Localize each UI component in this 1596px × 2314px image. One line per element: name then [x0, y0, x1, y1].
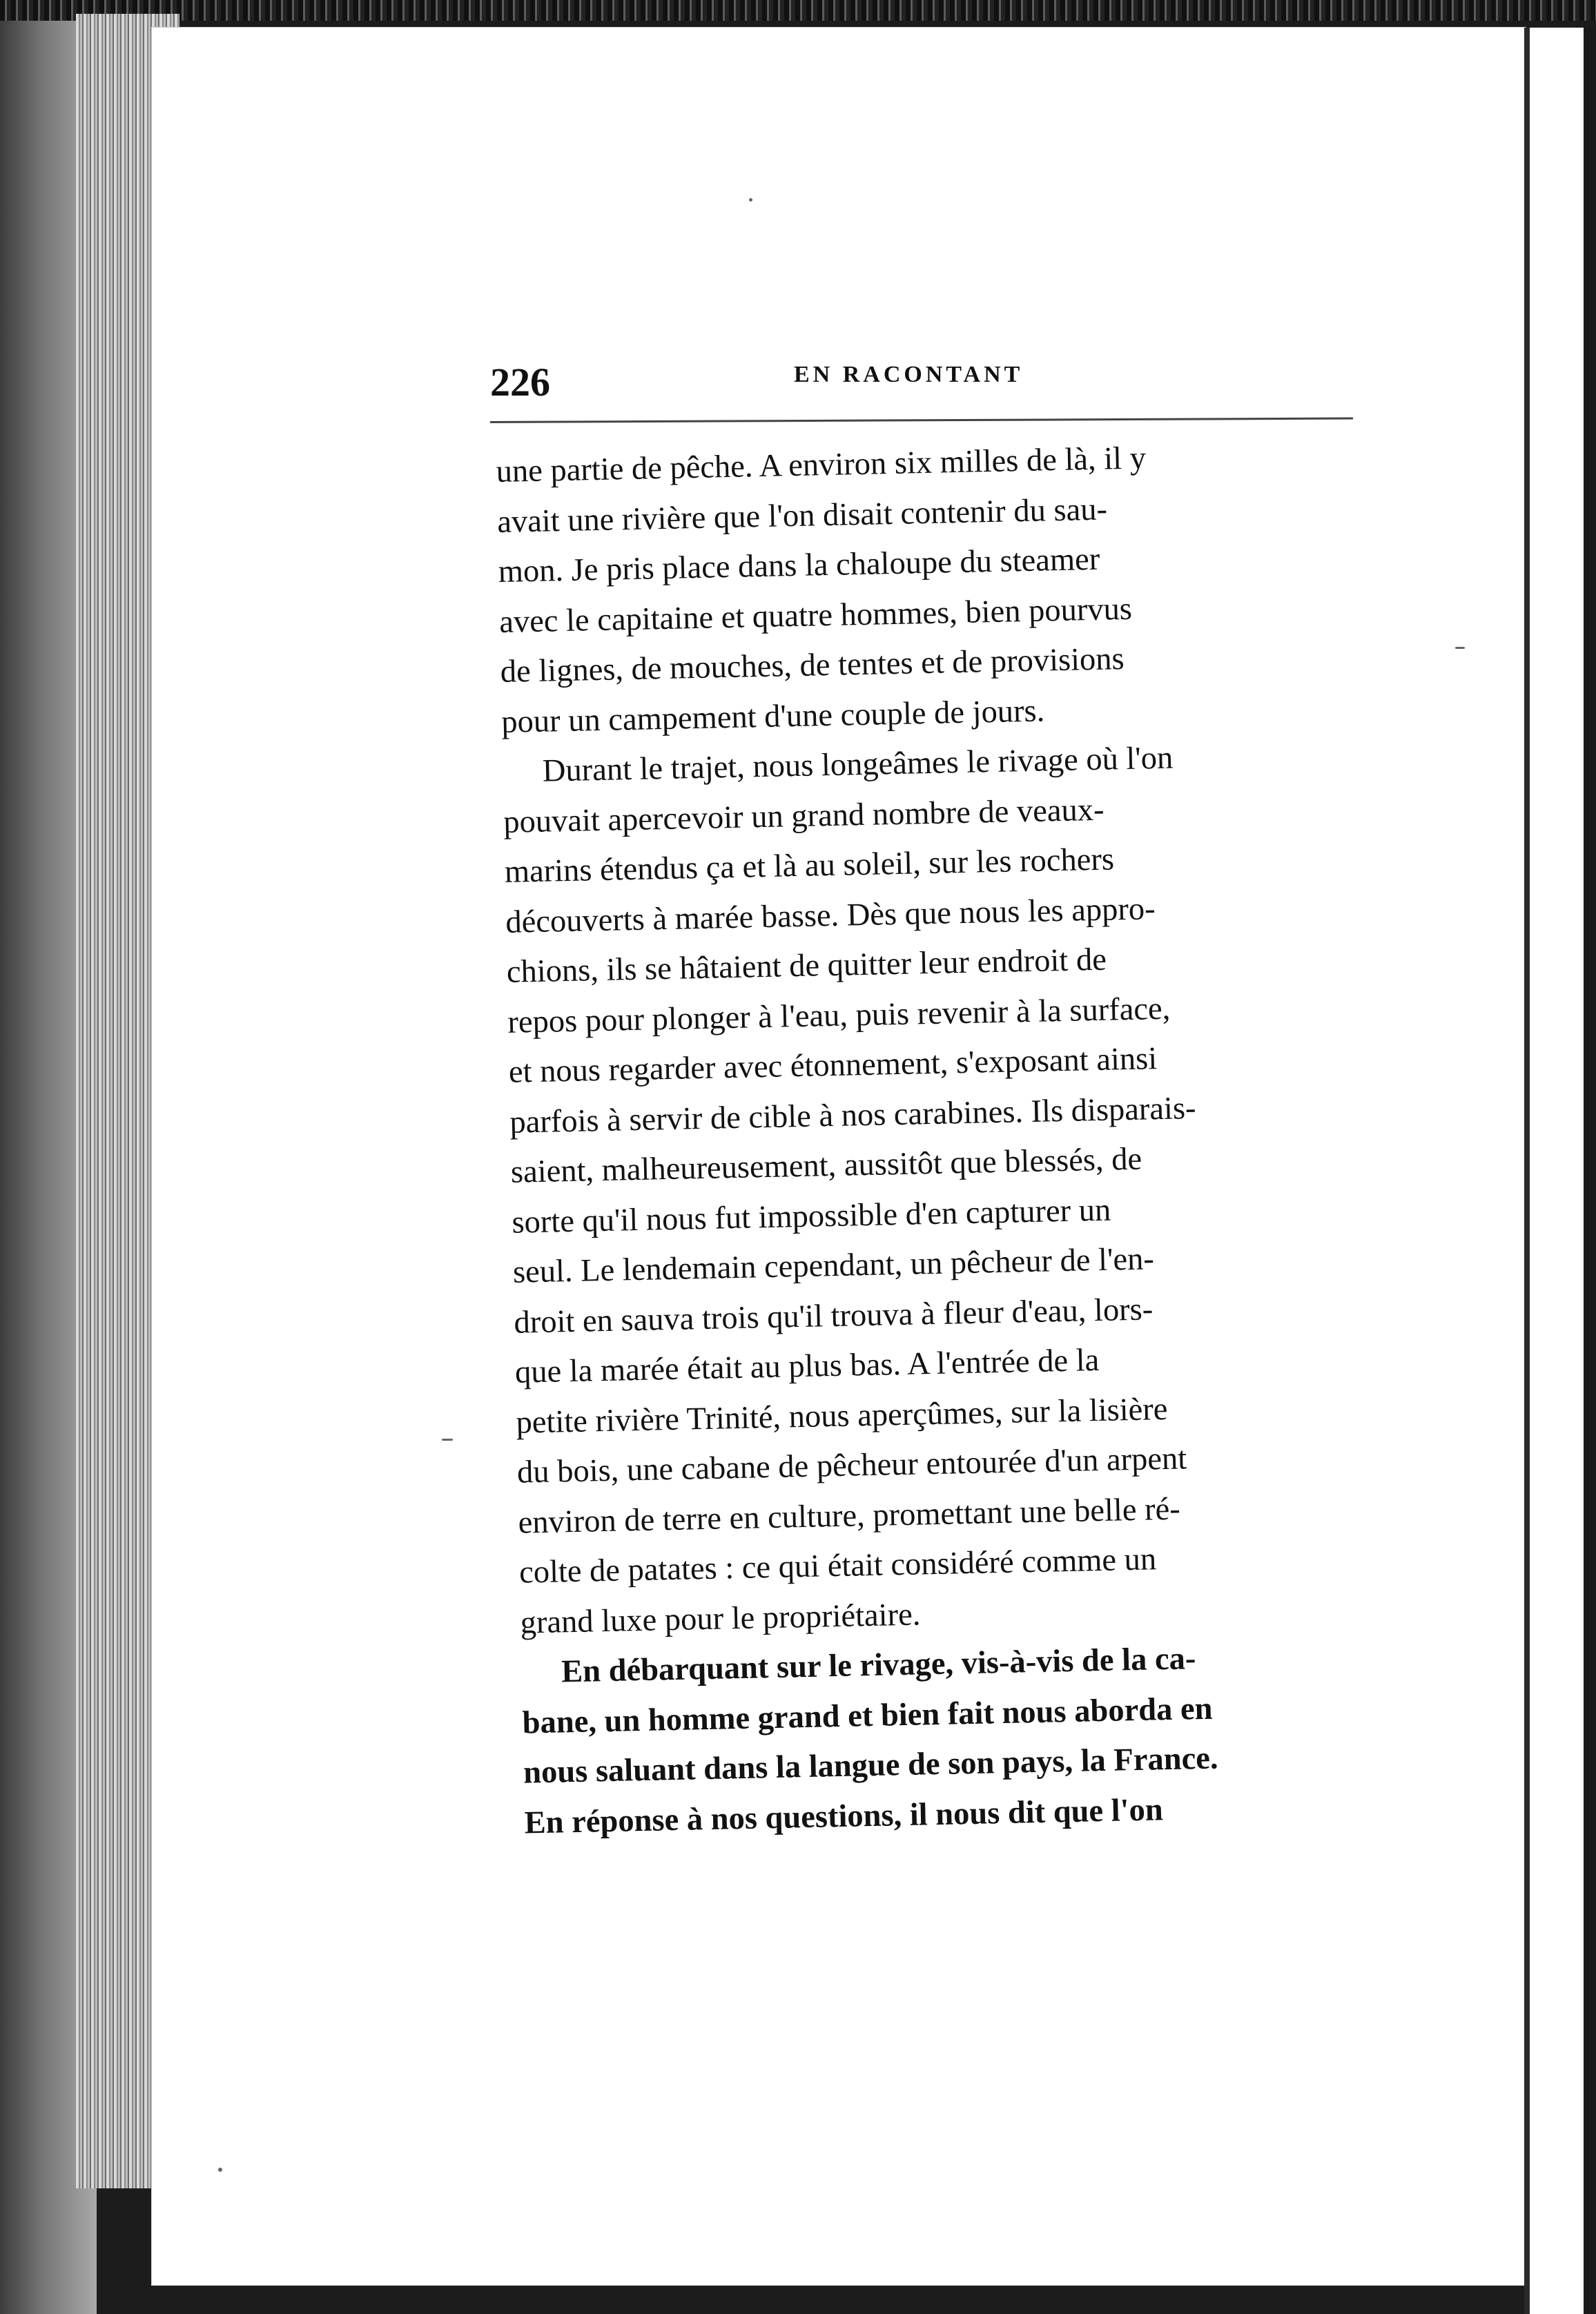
text-line: saient, malheureusement, aussitôt que blessés, de	[510, 1141, 1142, 1190]
text-line: environ de terre en culture, promettant une belle ré-	[518, 1491, 1181, 1541]
text-line: avait une rivière que l'on disait contenir du sau-	[496, 491, 1108, 540]
text-line: une partie de pêche. A environ six milles de là, il y	[496, 440, 1147, 489]
scan-speck	[218, 2168, 222, 2172]
scan-right-edge	[1524, 28, 1596, 2314]
text-line: pouvait apercevoir un grand nombre de veaux-	[503, 792, 1104, 840]
text-line: pour un campement d'une couple de jours.	[500, 692, 1045, 740]
text-line: que la marée était au plus bas. A l'entrée de la	[514, 1342, 1100, 1390]
text-line: du bois, une cabane de pêcheur entourée d'un arpent	[516, 1441, 1187, 1490]
text-line: sorte qu'il nous fut impossible d'en capturer un	[511, 1192, 1111, 1241]
text-line: seul. Le lendemain cependant, un pêcheur de l'en-	[512, 1241, 1155, 1290]
text-line: Durant le trajet, nous longeâmes le rivage où l'on	[542, 740, 1174, 789]
scan-speck	[442, 1439, 453, 1441]
body-text	[496, 429, 1429, 1849]
paragraph	[502, 728, 1425, 1648]
text-line: bane, un homme grand et bien fait nous aborda en	[522, 1691, 1213, 1741]
header-rule	[490, 418, 1353, 423]
running-head	[490, 353, 1367, 429]
text-line: chions, ils se hâtaient de quitter leur endroit de	[506, 942, 1107, 990]
text-line: découverts à marée basse. Dès que nous les appro-	[505, 891, 1156, 940]
paragraph	[496, 429, 1406, 748]
scan-speck	[749, 198, 752, 202]
text-line: avec le capitaine et quatre hommes, bien pourvus	[498, 591, 1133, 640]
running-title: EN RACONTANT	[794, 362, 1024, 387]
scan-speck	[1455, 647, 1465, 649]
text-line: droit en sauva trois qu'il trouva à fleur d'eau, lors-	[514, 1291, 1154, 1341]
text-line: de lignes, de mouches, de tentes et de provisions	[500, 641, 1125, 690]
text-line: marins étendus ça et là au soleil, sur les rochers	[504, 842, 1115, 890]
text-line: repos pour plonger à l'eau, puis revenir à la surface,	[507, 991, 1171, 1040]
text-line: parfois à servir de cible à nos carabines. Ils disparais-	[509, 1090, 1197, 1140]
text-line: mon. Je pris place dans la chaloupe du steamer	[498, 541, 1100, 590]
text-line: nous saluant dans la langue de son pays, la France.	[523, 1740, 1218, 1791]
text-line: colte de patates : ce qui était considéré comme un	[518, 1542, 1157, 1591]
text-line: En débarquant sur le rivage, vis-à-vis de la ca-	[561, 1641, 1196, 1690]
text-line: petite rivière Trinité, nous aperçûmes, sur la lisière	[516, 1391, 1168, 1441]
page-number: 226	[490, 360, 550, 405]
text-line: En réponse à nos questions, il nous dit que l'on	[524, 1791, 1164, 1841]
text-line: et nous regarder avec étonnement, s'exposant ainsi	[508, 1041, 1158, 1090]
text-line: grand luxe pour le propriétaire.	[520, 1596, 921, 1641]
scan-top-edge	[0, 0, 1596, 21]
paragraph	[520, 1629, 1429, 1848]
